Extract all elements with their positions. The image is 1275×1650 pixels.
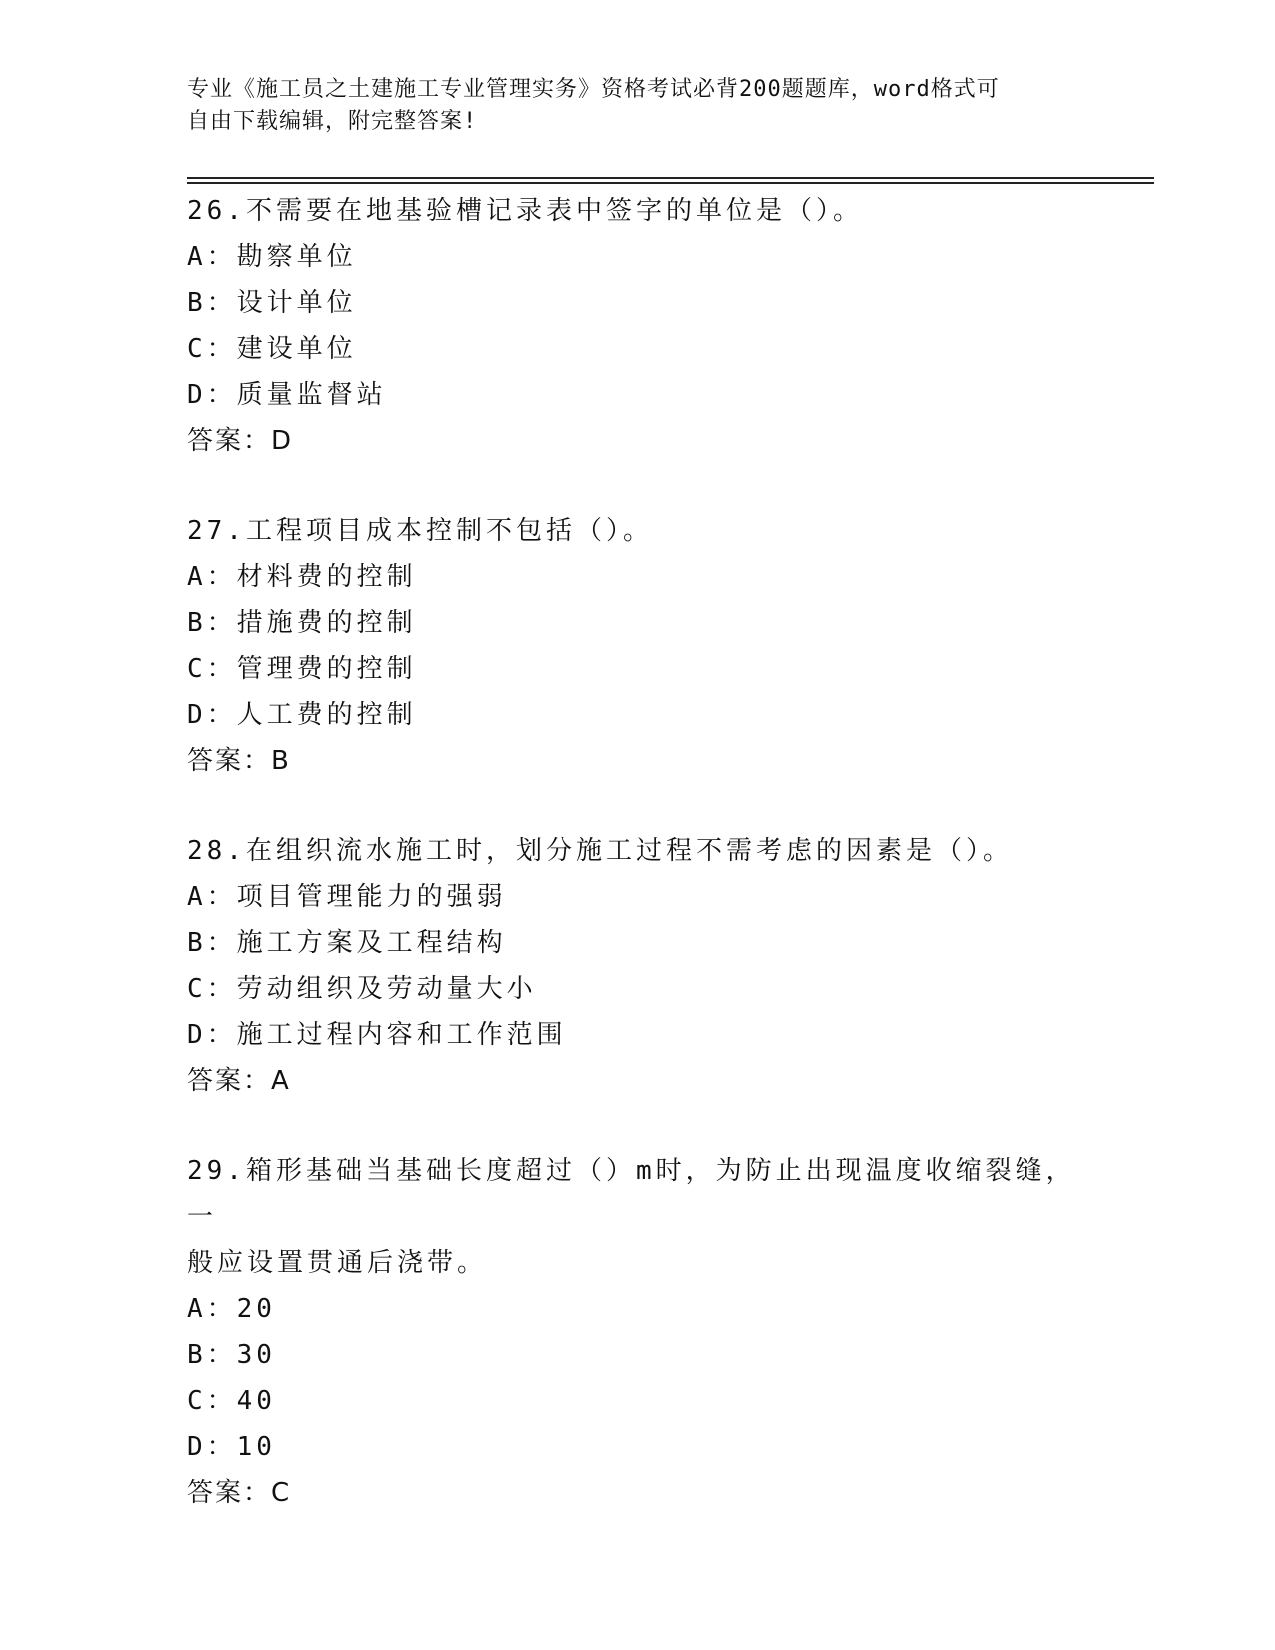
- option-a: A：20: [187, 1294, 276, 1324]
- question-29: [187, 1148, 1087, 1516]
- answer-line: 答案：C: [187, 1478, 292, 1508]
- option-c: C：建设单位: [187, 334, 357, 364]
- question-stem: 26.不需要在地基验槽记录表中签字的单位是（）。: [187, 196, 863, 226]
- question-stem-line-2: 般应设置贯通后浇带。: [187, 1248, 488, 1278]
- option-b: B：措施费的控制: [187, 608, 417, 638]
- question-stem: 28.在组织流水施工时，划分施工过程不需考虑的因素是（）。: [187, 836, 1013, 866]
- question-26: [187, 188, 1087, 464]
- answer-line: 答案：D: [187, 426, 294, 456]
- answer-line: 答案：A: [187, 1066, 291, 1096]
- option-d: D：人工费的控制: [187, 700, 417, 730]
- option-c: C：40: [187, 1386, 276, 1416]
- option-b: B：施工方案及工程结构: [187, 928, 507, 958]
- option-d: D：施工过程内容和工作范围: [187, 1020, 567, 1050]
- option-b: B：30: [187, 1340, 276, 1370]
- question-stem-line-1: 29.箱形基础当基础长度超过（）m时，为防止出现温度收缩裂缝，一: [187, 1156, 1076, 1232]
- header-divider-bottom: [187, 182, 1154, 184]
- question-stem: 27.工程项目成本控制不包括（）。: [187, 516, 653, 546]
- answer-line: 答案：B: [187, 746, 291, 776]
- option-b: B：设计单位: [187, 288, 357, 318]
- option-c: C：劳动组织及劳动量大小: [187, 974, 537, 1004]
- header-title-line-2: 自由下载编辑，附完整答案!: [187, 109, 478, 134]
- document-header: [187, 74, 1067, 138]
- question-27: [187, 508, 1087, 784]
- question-28: [187, 828, 1087, 1104]
- option-a: A：材料费的控制: [187, 562, 417, 592]
- option-a: A：项目管理能力的强弱: [187, 882, 507, 912]
- option-d: D：质量监督站: [187, 380, 387, 410]
- header-divider-top: [187, 177, 1154, 179]
- header-title-line-1: 专业《施工员之土建施工专业管理实务》资格考试必背200题题库，word格式可: [187, 77, 1000, 102]
- option-a: A：勘察单位: [187, 242, 357, 272]
- option-c: C：管理费的控制: [187, 654, 417, 684]
- option-d: D：10: [187, 1432, 276, 1462]
